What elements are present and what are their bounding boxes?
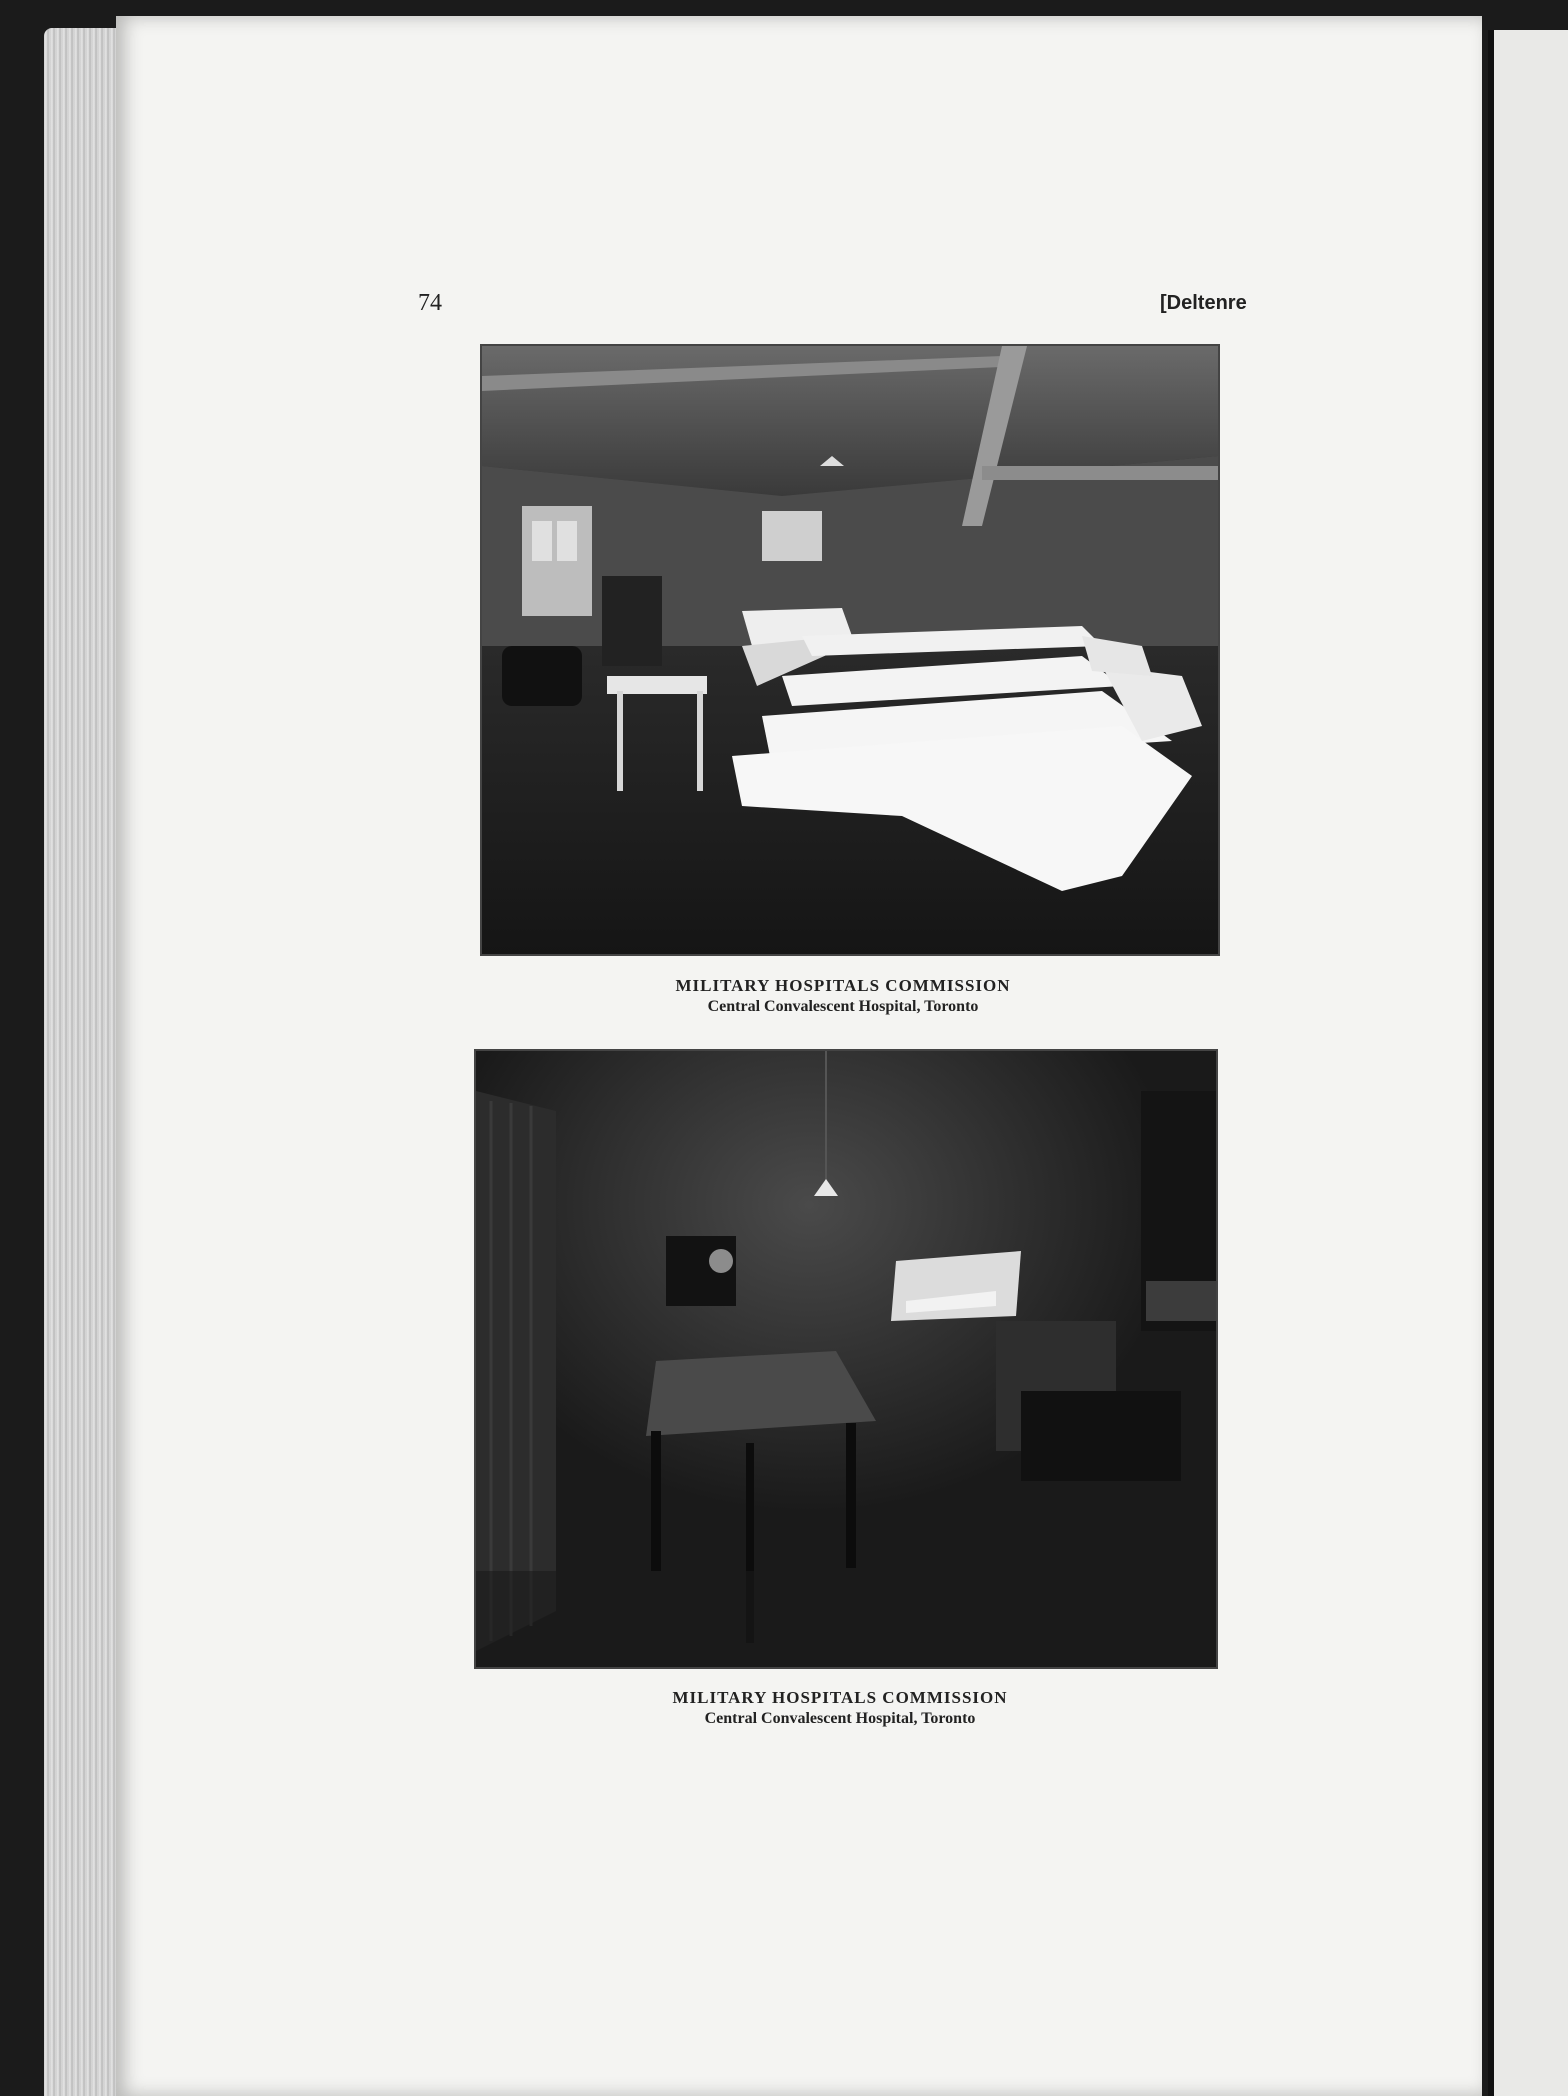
photo-caption-1 [493, 976, 1193, 1016]
caption-subtitle: Central Convalescent Hospital, Toronto [707, 998, 979, 1015]
facing-page-edge [1488, 30, 1568, 2096]
caption-title: MILITARY HOSPITALS COMMISSION [675, 976, 1011, 995]
page-number: 74 [418, 290, 442, 316]
photo-ward-beds [480, 344, 1220, 956]
caption-subtitle: Central Convalescent Hospital, Toronto [704, 1710, 976, 1727]
caption-title: MILITARY HOSPITALS COMMISSION [672, 1688, 1008, 1707]
photo-caption-2 [490, 1688, 1190, 1728]
book-page-edges [44, 28, 122, 2096]
running-head: [Deltenre [1160, 292, 1247, 314]
photo-treatment-room [474, 1049, 1218, 1669]
